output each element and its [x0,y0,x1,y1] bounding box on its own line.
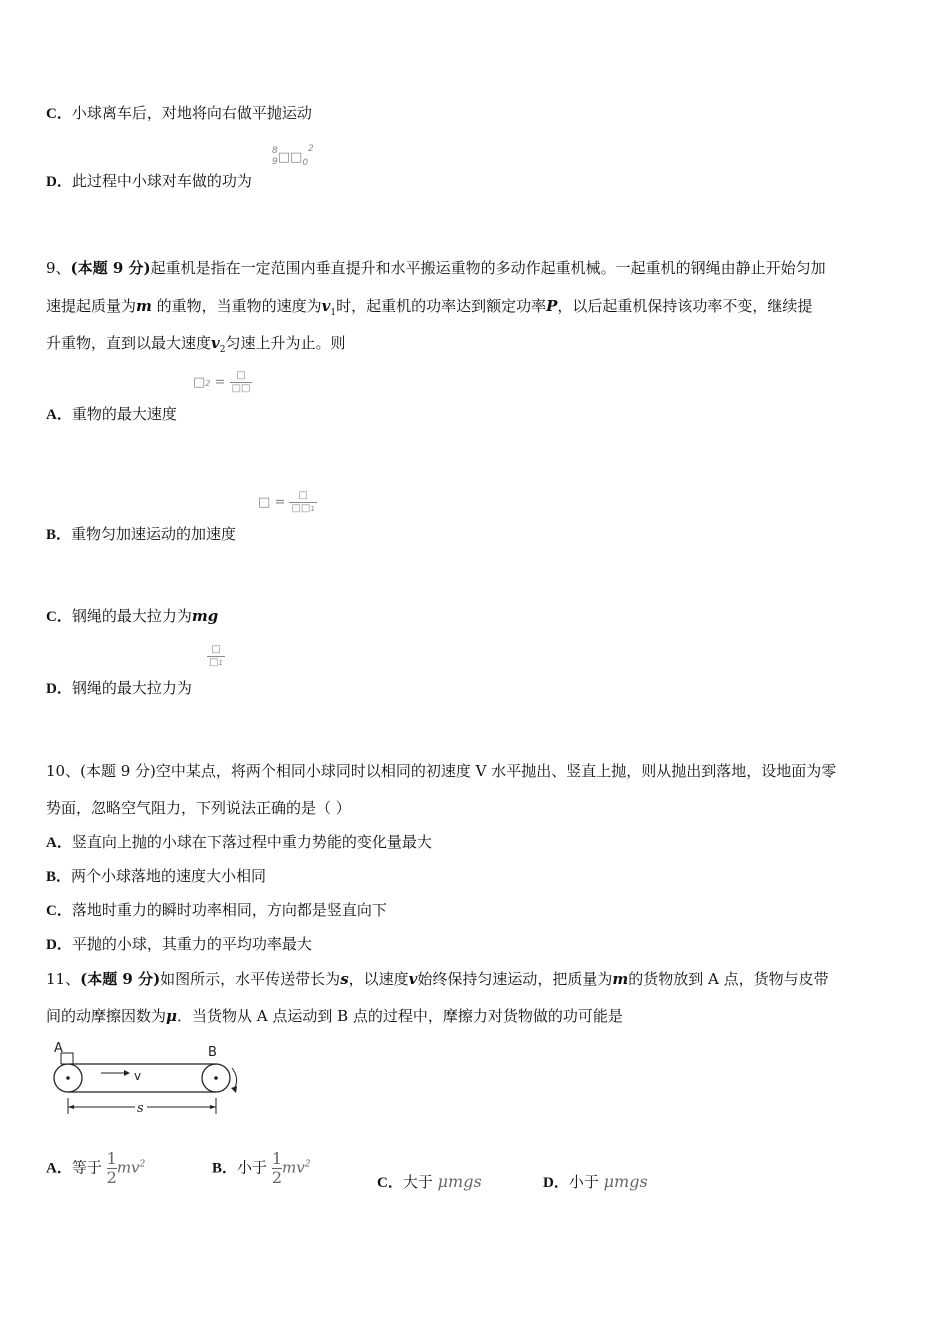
q9-line-3 [46,332,345,355]
label-b: B [208,1045,217,1060]
frac-num: 1 [106,1149,117,1168]
option-expr: mv [282,1158,305,1177]
question-text: 速提起质量为 [46,297,137,315]
question-text: 起重机是指在一定范围内垂直提升和水平搬运重物的多动作起重机械。一起重机的钢绳由静止开始匀加 [150,259,826,277]
q11-line-1 [46,968,829,989]
option-label: C． [46,106,72,122]
q11-line-2 [46,1005,623,1026]
option-text: 钢绳的最大拉力为 [71,607,192,625]
q11-option-a[interactable] [46,1150,145,1187]
formula-num: □ [230,370,253,383]
formula-sup: 2 [308,144,314,154]
question-number: 11、 [46,970,81,988]
formula-den: 9 [272,156,278,167]
option-text: 此过程中小球对车做的功为 [71,172,252,190]
option-text: 小于 [568,1173,599,1191]
option-text: 大于 [402,1173,433,1191]
formula-body: □□ [277,150,303,165]
formula-eq: = [274,495,286,510]
q11-option-d[interactable] [543,1171,648,1192]
option-text: 小球离车后，对地将向右做平抛运动 [71,104,312,122]
q9-b-formula [258,490,317,515]
q10-option-a[interactable] [46,831,432,852]
q10-option-c[interactable] [46,899,387,920]
question-text: ，以速度 [348,970,409,988]
q10-line-1: 10、(本题 9 分)空中某点，将两个相同小球同时以相同的初速度 V 水平抛出、竖直上抛，则从抛出到落地，设地面为零 [46,762,837,780]
option-label: C． [46,903,72,919]
option-label: A． [46,1160,72,1177]
formula-lhs: □ [193,375,206,390]
question-text: 时，起重机的功率达到额定功率 [336,297,547,315]
label-s: s [137,1101,144,1116]
option-label: D． [46,174,72,190]
q8-option-d[interactable] [46,170,252,191]
question-text: 如图所示，水平传送带长为 [160,970,341,988]
option-expr-sup: 2 [139,1159,146,1170]
q10-option-b[interactable] [46,865,266,886]
var-m: m [136,297,152,315]
option-label: B． [46,527,72,543]
frac-num: 1 [271,1149,282,1168]
option-label: B． [212,1160,238,1177]
formula-eq: = [214,375,226,390]
q9-a-formula [193,370,252,395]
conveyor-belt-figure [46,1038,251,1118]
var-m: m [612,970,629,988]
q9-d-formula [207,644,225,669]
formula-num: 8 [272,145,278,156]
q9-option-c[interactable] [46,605,218,626]
formula-den: □□ [231,383,251,394]
q8-option-c[interactable] [46,102,312,123]
option-label: C． [46,609,72,625]
question-text: 匀速上升为止。则 [225,334,346,352]
option-text: 重物的最大速度 [71,405,177,423]
var-v1-sub: 1 [330,308,337,318]
option-label: C． [377,1175,403,1191]
q9-line-2 [46,295,812,318]
left-pulley-axle [66,1076,70,1080]
option-expr: μmgs [603,1172,648,1191]
var-s: s [340,970,349,988]
option-label: D． [46,681,72,697]
option-text: 钢绳的最大拉力为 [71,679,192,697]
q10-option-d[interactable] [46,933,312,954]
question-meta: (本题 9 分) [70,259,151,277]
option-tail: mg [191,607,219,625]
question-text: ．当货物从 A 点运动到 B 点的过程中，摩擦力对货物做的功可能是 [177,1007,623,1025]
option-label: D． [543,1175,569,1191]
formula-lhs-sub: 2 [205,379,211,388]
formula-den: □□ [291,503,311,514]
var-v2-sub: 2 [219,345,226,355]
question-text: 的货物放到 A 点，货物与皮带 [628,970,829,988]
frac-den: 2 [271,1168,282,1187]
var-mu: μ [166,1007,177,1025]
question-text: 间的动摩擦因数为 [46,1007,167,1025]
option-text: 平抛的小球，其重力的平均功率最大 [71,935,312,953]
formula-den-sub: 1 [310,505,315,513]
option-text: 小于 [237,1158,268,1177]
question-meta: (本题 9 分) [80,970,161,988]
option-label: A． [46,835,72,851]
q9-option-b[interactable] [46,523,236,544]
option-label: A． [46,407,72,423]
q9-option-d[interactable] [46,677,192,698]
formula-num: □ [289,490,316,503]
option-expr: mv [116,1158,140,1177]
option-text: 重物匀加速运动的加速度 [71,525,237,543]
formula-den: □ [209,657,219,668]
formula-lhs: □ [258,495,271,510]
frac-den: 2 [106,1168,117,1187]
rotation-arrowhead [231,1086,237,1093]
dim-arrow-right [210,1105,216,1109]
var-p: P [546,297,558,315]
option-expr: μmgs [437,1172,482,1191]
question-text: 的重物，当重物的速度为 [151,297,322,315]
var-v: v [408,970,418,988]
formula-den-sub: 1 [218,659,223,667]
q11-option-c[interactable] [377,1171,482,1192]
option-text: 落地时重力的瞬时功率相同，方向都是竖直向下 [71,901,387,919]
q9-option-a[interactable] [46,403,177,424]
option-text: 等于 [71,1158,102,1177]
var-v2: v [211,334,220,352]
var-v1: v [321,297,331,315]
question-number: 9、 [46,259,71,277]
label-v: v [134,1069,142,1083]
formula-num: □ [207,644,225,657]
velocity-arrowhead [124,1070,130,1076]
label-a: A [54,1041,63,1056]
q9-line-1 [46,257,826,278]
option-text: 竖直向上抛的小球在下落过程中重力势能的变化量最大 [71,833,432,851]
dim-arrow-left [68,1105,74,1109]
option-text: 两个小球落地的速度大小相同 [71,867,267,885]
q8-d-formula [272,144,314,168]
question-text: 始终保持匀速运动，把质量为 [417,970,613,988]
q11-option-b[interactable] [212,1150,310,1187]
option-label: B． [46,869,72,885]
question-text: 升重物，直到以最大速度 [46,334,212,352]
q10-line-2: 势面，忽略空气阻力，下列说法正确的是（ ） [46,799,351,817]
option-expr-sup: 2 [304,1159,311,1170]
question-text: ，以后起重机保持该功率不变，继续提 [557,297,813,315]
option-label: D． [46,937,72,953]
right-pulley-axle [214,1076,218,1080]
formula-sub: 0 [302,158,309,168]
